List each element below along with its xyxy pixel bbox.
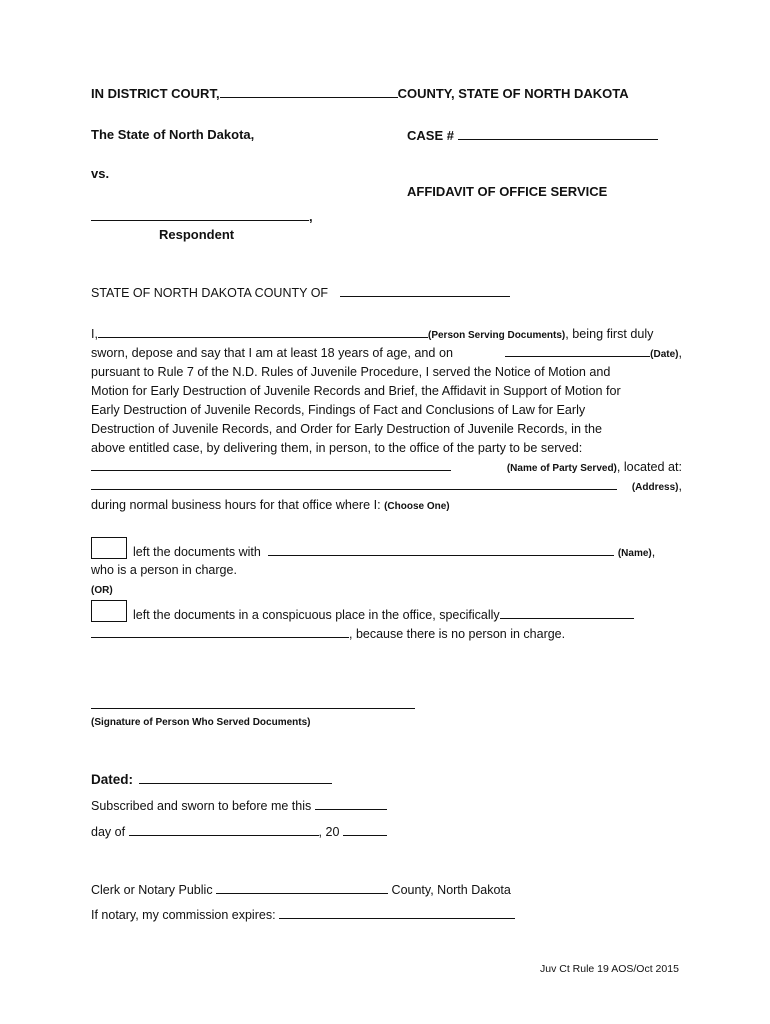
conspicuous-place-field-2[interactable] — [91, 625, 349, 638]
affidavit-body — [91, 325, 682, 515]
dated-line — [91, 771, 332, 787]
commission-expires-field[interactable] — [279, 906, 515, 919]
option1-line2: who is a person in charge. — [91, 563, 237, 577]
clerk-text: Clerk or Notary Public — [91, 883, 213, 897]
text: above entitled case, by delivering them, in person, to the office of the party to be served: — [91, 441, 583, 455]
body-line-3 — [91, 363, 682, 382]
address-hint: (Address) — [631, 482, 679, 493]
court-prefix: IN DISTRICT COURT, — [91, 86, 220, 101]
no-person-text: , because there is no person in charge. — [349, 627, 566, 641]
body-line-8 — [91, 458, 682, 477]
person-serving-field[interactable] — [98, 325, 428, 338]
text: sworn, depose and say that I am at least 18 years of age, and on — [91, 346, 453, 360]
body-line-5 — [91, 401, 682, 420]
text: Motion for Early Destruction of Juvenile Records and Brief, the Affidavit in Support of Motion for — [91, 384, 621, 398]
text: , located at: — [616, 460, 682, 474]
conspicuous-place-field[interactable] — [500, 606, 634, 619]
document-title: AFFIDAVIT OF OFFICE SERVICE — [407, 184, 608, 199]
versus: vs. — [91, 166, 110, 181]
body-line-6 — [91, 420, 682, 439]
option1-comma: , — [651, 545, 656, 559]
respondent-label: Respondent — [159, 227, 235, 242]
name-hint: (Name) — [617, 548, 652, 559]
court-suffix: COUNTY, STATE OF NORTH DAKOTA — [397, 86, 629, 101]
notary-county-text: County, North Dakota — [391, 883, 511, 897]
body-line-4 — [91, 382, 682, 401]
county-name-field[interactable] — [220, 85, 398, 98]
footer-rule: Juv Ct Rule 19 AOS/Oct 2015 — [540, 963, 679, 975]
venue-text: STATE OF NORTH DAKOTA COUNTY OF — [91, 286, 329, 300]
subscribed-line — [91, 797, 387, 813]
dated-label: Dated: — [91, 772, 134, 787]
service-date-field[interactable] — [505, 344, 650, 357]
case-number-field[interactable] — [458, 127, 658, 140]
party-served-hint: (Name of Party Served) — [506, 463, 617, 474]
option1-text: left the documents with — [133, 545, 261, 559]
signature-label: (Signature of Person Who Served Documents) — [91, 717, 311, 728]
option-conspicuous-place-checkbox[interactable] — [91, 600, 127, 622]
party-served-field[interactable] — [91, 458, 451, 471]
respondent-line — [91, 208, 313, 224]
dated-field[interactable] — [139, 771, 332, 784]
case-label: CASE # — [407, 128, 454, 143]
text: Destruction of Juvenile Records, and Order for Early Destruction of Juvenile Records, in the — [91, 422, 602, 436]
option2-line — [133, 606, 634, 622]
address-field[interactable] — [91, 477, 617, 490]
notary-county-field[interactable] — [216, 881, 388, 894]
venue-line — [91, 284, 510, 300]
or-label: (OR) — [91, 585, 113, 596]
person-in-charge-name-field[interactable] — [268, 543, 614, 556]
option1-line — [133, 543, 655, 559]
body-line-2 — [91, 344, 682, 363]
respondent-name-field[interactable] — [91, 208, 309, 221]
subscribed-day-field[interactable] — [315, 797, 387, 810]
text: , being first duly — [565, 327, 654, 341]
plaintiff-name: The State of North Dakota, — [91, 127, 255, 142]
choose-one-hint: (Choose One) — [384, 501, 450, 512]
text: during normal business hours for that office where I: — [91, 498, 385, 512]
case-number-line — [407, 127, 658, 143]
person-serving-hint: (Person Serving Documents) — [428, 330, 566, 341]
text: , — [678, 346, 682, 360]
option2-text: left the documents in a conspicuous place in the office, specifically — [133, 608, 500, 622]
body-line-10 — [91, 496, 682, 515]
year-prefix: , 20 — [318, 825, 340, 839]
text: , — [678, 479, 682, 493]
respondent-comma: , — [309, 209, 313, 224]
body-line-1 — [91, 325, 682, 344]
clerk-line — [91, 881, 511, 897]
month-field[interactable] — [129, 823, 319, 836]
commission-line — [91, 906, 515, 922]
body-line-9 — [91, 477, 682, 496]
date-hint: (Date) — [650, 349, 679, 360]
venue-county-field[interactable] — [340, 284, 510, 297]
text: Early Destruction of Juvenile Records, Findings of Fact and Conclusions of Law for Early — [91, 403, 586, 417]
year-field[interactable] — [343, 823, 387, 836]
commission-text: If notary, my commission expires: — [91, 908, 276, 922]
option-person-in-charge-checkbox[interactable] — [91, 537, 127, 559]
body-line-7 — [91, 439, 682, 458]
subscribed-text: Subscribed and sworn to before me this — [91, 799, 312, 813]
text: pursuant to Rule 7 of the N.D. Rules of Juvenile Procedure, I served the Notice of Motion and — [91, 365, 611, 379]
signature-line[interactable] — [91, 708, 415, 709]
day-of-line — [91, 823, 387, 839]
court-line — [91, 85, 629, 101]
day-of-text: day of — [91, 825, 126, 839]
option2-line2 — [91, 625, 565, 641]
text: I, — [91, 327, 98, 341]
